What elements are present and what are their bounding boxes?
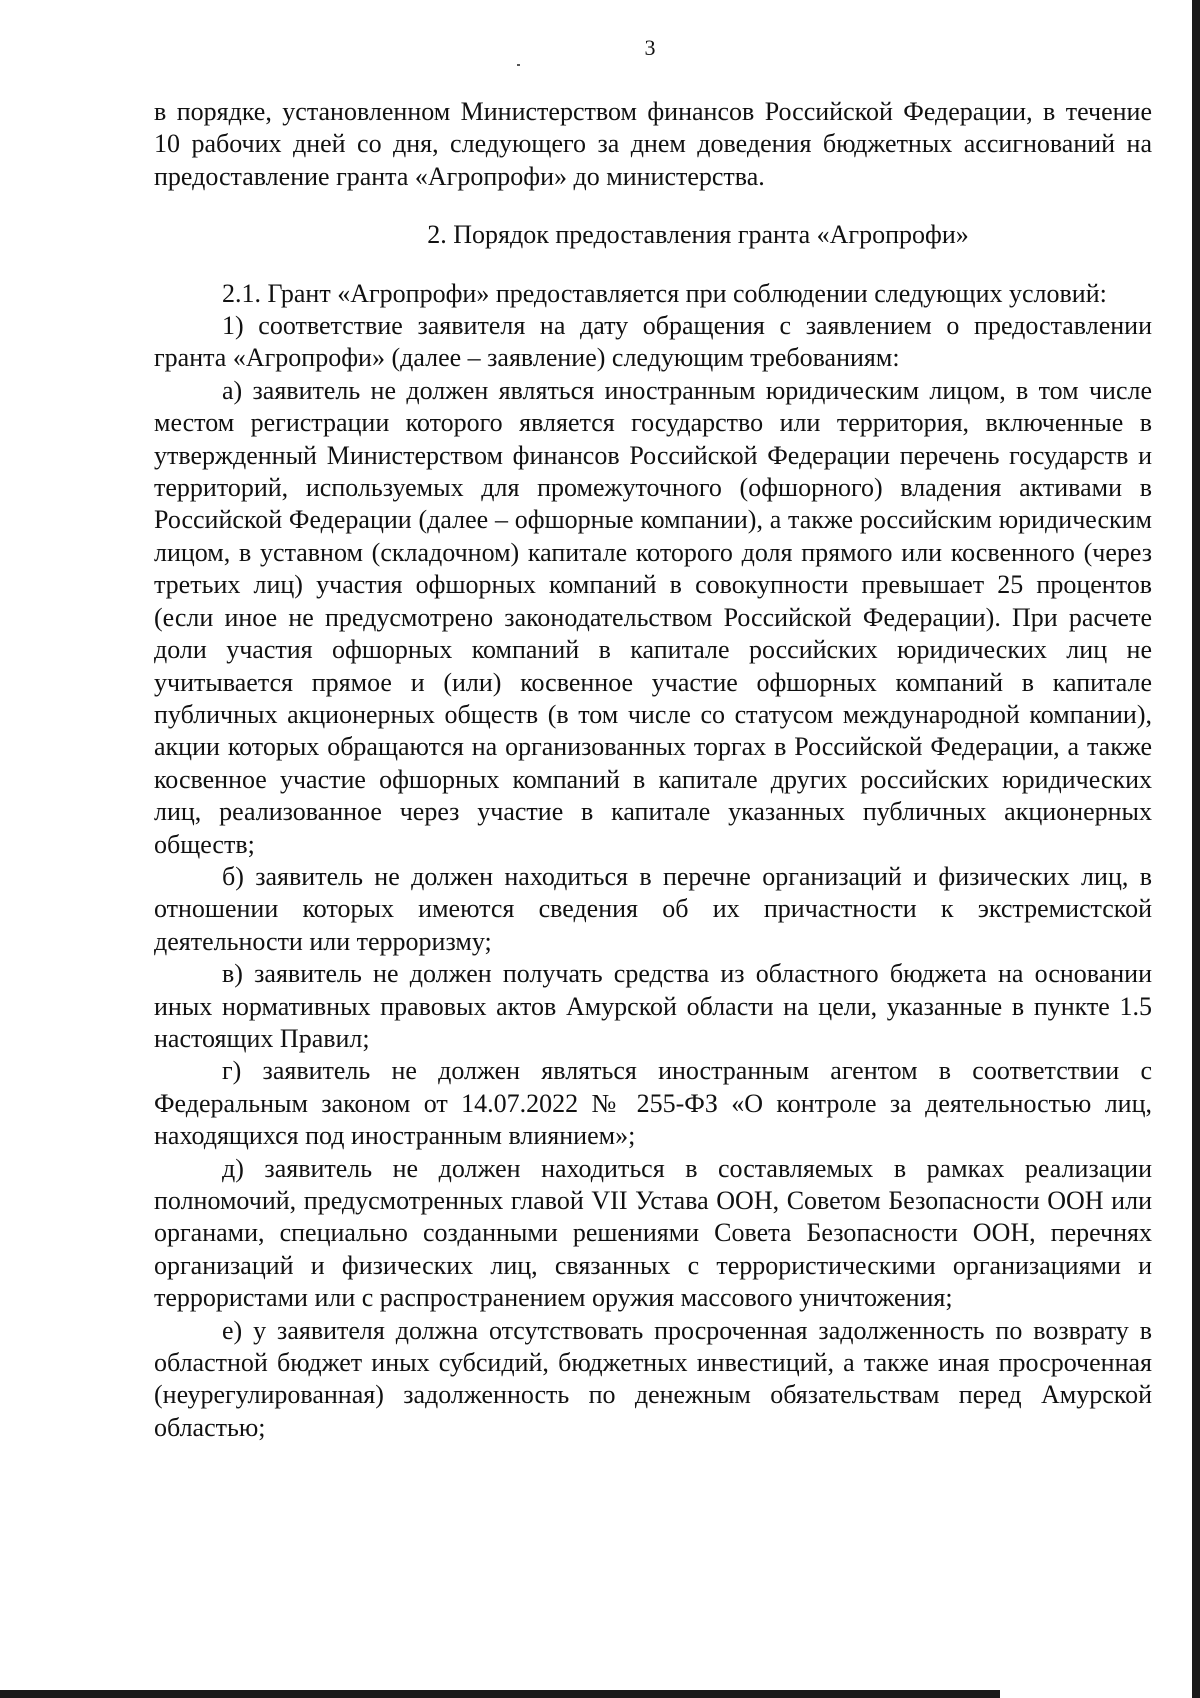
paragraph-item-a: а) заявитель не должен являться иностранным юридическим лицом, в том числе местом регистрации которого является государство или территория, включенные в утвержденный Министерством финансов Российской Федерации перечень государств и территорий, используемых для промежуточного (офшорного) владения активами в Российской Федерации (далее – офшорные компании), а также российским юридическим лицом, в уставном (складочном) капитале которого доля прямого или косвенного (через третьих лиц) участия офшорных компаний в совокупности превышает 25 процентов (если иное не предусмотрено законодательством Российской Федерации). При расчете доли участия офшорных компаний в капитале российских юридических лиц не учитывается прямое и (или) косвенное участие офшорных компаний в капитале публичных акционерных обществ (в том числе со статусом международной компании), акции которых обращаются на организованных торгах в Российской Федерации, а также косвенное участие офшорных компаний в капитале других российских юридических лиц, реализованное через участие в капитале указанных публичных акционерных обществ; <box>154 375 1152 859</box>
paragraph-item-g: г) заявитель не должен являться иностранным агентом в соответствии с Федеральным законом от 14.07.2022 № 255-ФЗ «О контроле за деятельностью лиц, находящихся под иностранным влиянием»; <box>154 1056 1152 1151</box>
paragraph-2-1: 2.1. Грант «Агропрофи» предоставляется при соблюдении следующих условий: <box>222 278 1107 308</box>
scan-right-edge <box>1192 0 1200 1698</box>
paragraph-item-b: б) заявитель не должен находиться в перечне организаций и физических лиц, в отношении которых имеются сведения об их причастности к экстремистской деятельности или терроризму; <box>154 861 1152 956</box>
document-body <box>154 96 1152 1444</box>
section-heading: 2. Порядок предоставления гранта «Агропрофи» <box>427 220 969 250</box>
paragraph-item-v: в) заявитель не должен получать средства из областного бюджета на основании иных нормативных правовых актов Амурской области на цели, указанные в пункте 1.5 настоящих Правил; <box>154 959 1152 1053</box>
paragraph-item-e: е) у заявителя должна отсутствовать просроченная задолженность по возврату в областной бюджет иных субсидий, бюджетных инвестиций, а также иная просроченная (неурегулированная) задолженность по денежным обязательствам перед Амурской областью; <box>154 1315 1152 1442</box>
paragraph-item-1: 1) соответствие заявителя на дату обращения с заявлением о предоставлении гранта «Агропрофи» (далее – заявление) следующим требованиям: <box>154 311 1152 373</box>
paragraph-continuation: в порядке, установленном Министерством финансов Российской Федерации, в течение 10 рабочих дней со дня, следующего за днем доведения бюджетных ассигнований на предоставление гранта «Агропрофи» до министерства. <box>154 97 1152 191</box>
page-number: 3 <box>644 35 656 60</box>
scan-bottom-edge <box>0 1690 1000 1698</box>
paragraph-item-d: д) заявитель не должен находиться в составляемых в рамках реализации полномочий, предусмотренных главой VII Устава ООН, Советом Безопасности ООН или органами, специально созданными решениями Совета Безопасности ООН, перечнях организаций и физических лиц, связанных с террористическими организациями и террористами или с распространением оружия массового уничтожения; <box>154 1153 1152 1313</box>
scan-speck <box>517 64 520 66</box>
